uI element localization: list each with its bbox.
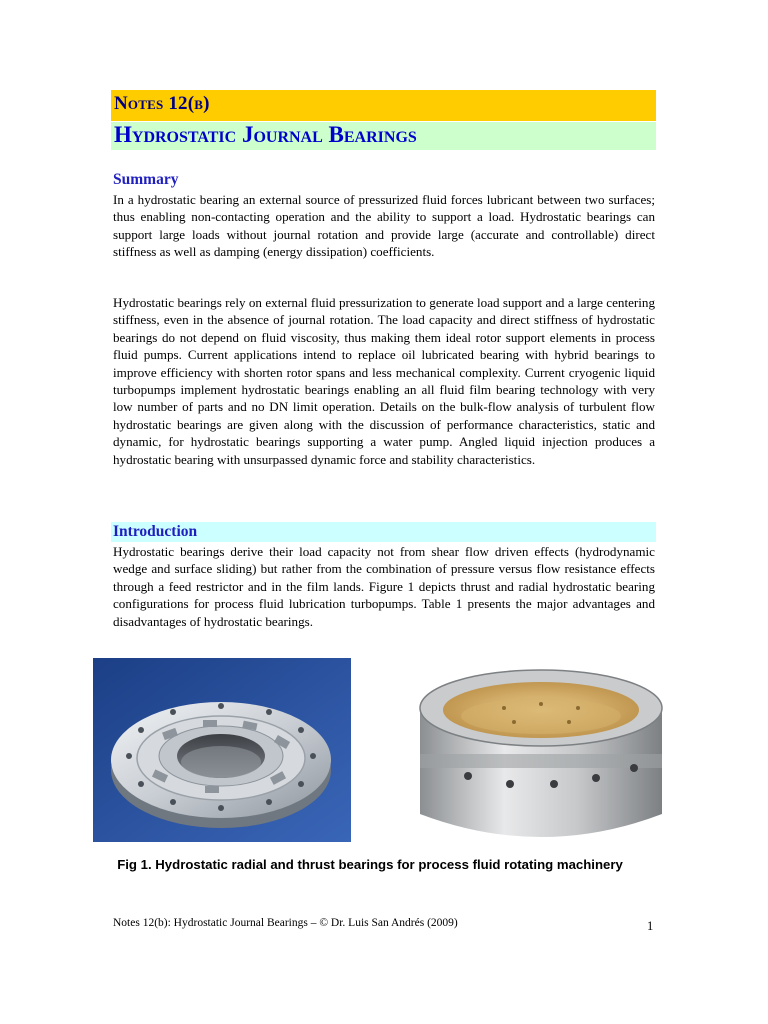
introduction-heading: Introduction (113, 523, 198, 540)
notes-label-bar (111, 90, 656, 121)
page-title: Hydrostatic Journal Bearings (114, 122, 417, 147)
summary-paragraph-2: Hydrostatic bearings rely on external fluid pressurization to generate load support and a large centering stiffness, even in the absence of journal rotation. The load capacity and direct stiffness of hydrostatic bearings do not depend on fluid viscosity, thus making them ideal rotor support elements in process fluid pumps. Current applications intend to replace oil lubricated bearing with hybrid bearings to improve efficiency with shorten rotor spans and less mechanical complexity. Current cryogenic liquid turbopumps implement hydrostatic bearings enabling an all fluid film bearing technology with very low number of parts and no DN limit operation. Details on the bulk-flow analysis of turbulent flow hydrostatic bearings are given along with the discussion of performance characteristics, static and dynamic, for hydrostatic bearings supporting a water pump. Angled liquid injection produces a hydrostatic bearing with unsurpassed dynamic force and stability characteristics. (113, 295, 655, 467)
radial-bearing-photo (414, 664, 668, 848)
title-bar (111, 122, 656, 150)
summary-paragraph-1: In a hydrostatic bearing an external source of pressurized fluid forces lubricant between two surfaces; thus enabling non-contacting operation and the ability to support a load. Hydrostatic bearings can support large loads without journal rotation and provide large (accurate and controllable) direct stiffness as well as damping (energy dissipation) coefficients. (113, 192, 655, 260)
footer-running-title: Notes 12(b): Hydrostatic Journal Bearings – © Dr. Luis San Andrés (2009) (113, 917, 458, 929)
thrust-bearing-photo (93, 658, 351, 842)
notes-label: Notes 12(b) (114, 93, 210, 114)
introduction-paragraph: Hydrostatic bearings derive their load capacity not from shear flow driven effects (hydrodynamic wedge and surface sliding) but rather from the combination of pressure versus flow resistance effects through a feed restrictor and in the film lands. Figure 1 depicts thrust and radial hydrostatic bearing configurations for process fluid lubrication turbopumps. Table 1 presents the major advantages and disadvantages of hydrostatic bearings. (113, 544, 655, 629)
summary-heading: Summary (113, 171, 179, 188)
figure-caption: Fig 1. Hydrostatic radial and thrust bearings for process fluid rotating machinery (117, 857, 623, 872)
page-number: 1 (647, 919, 654, 933)
